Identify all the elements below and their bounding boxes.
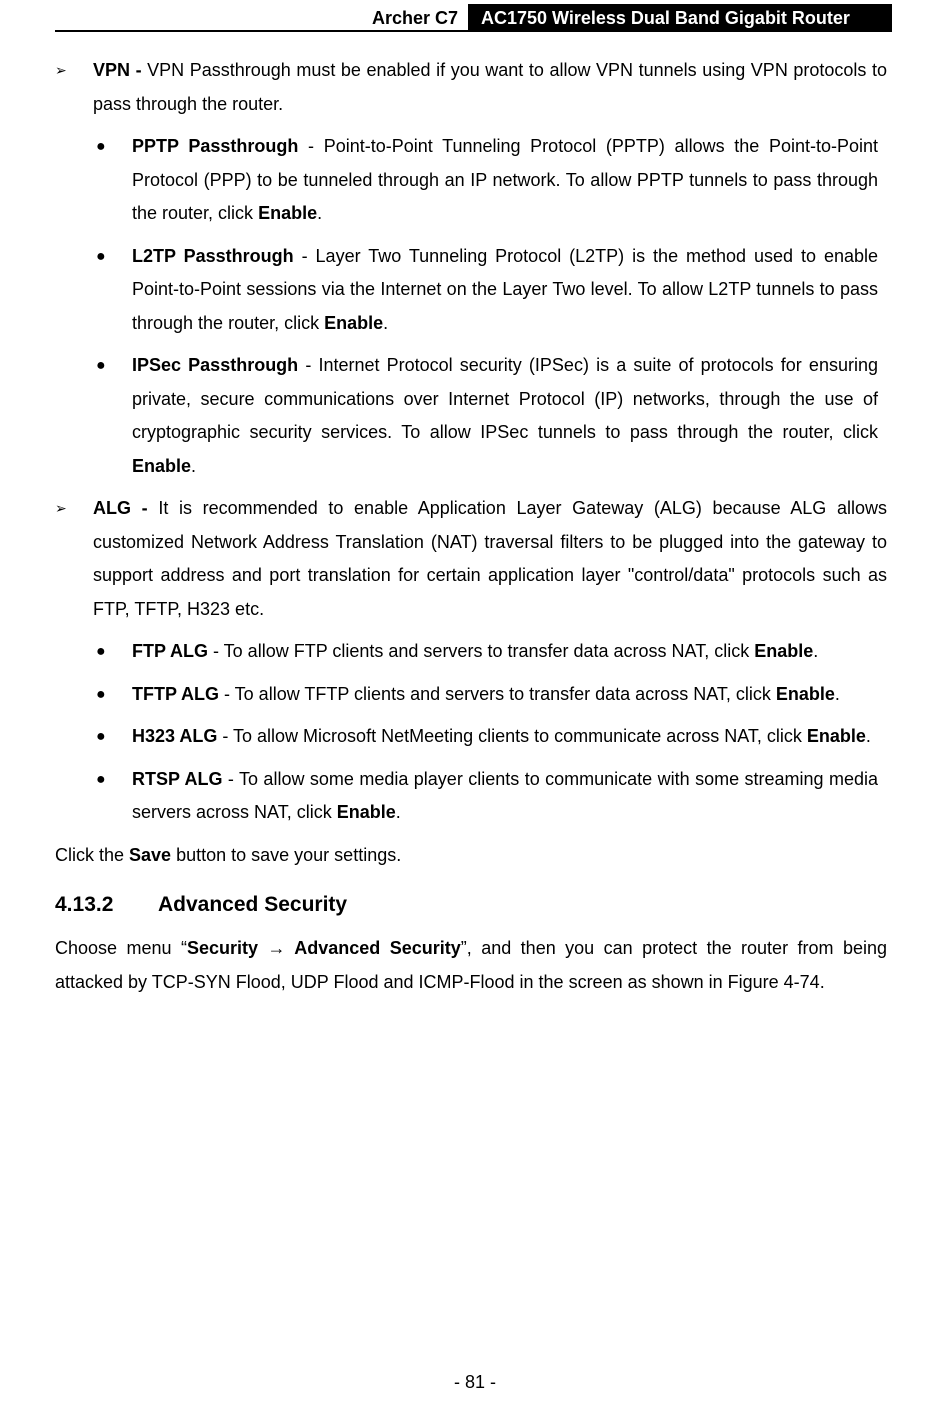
ipsec-text: - Internet Protocol security (IPSec) is a suite of protocols for ensuring private, secure communications over Internet Protocol (IP) networks, through the use of cryptographic security services. To allow IPSec tunnels to pass through the router, click [132,355,878,442]
ipsec-title: IPSec Passthrough [132,355,299,375]
save-note [55,839,887,873]
section-heading [55,890,887,920]
save-note-bold: Save [129,844,172,865]
h323-alg-action: Enable [806,726,866,746]
header-model: Archer C7 [371,8,458,28]
rtsp-alg-text: - To allow some media player clients to communicate with some streaming media servers across NAT, click [132,768,879,822]
ftp-alg-item [55,635,887,669]
ipsec-end: . [191,455,197,476]
arrow-bullet-icon: ➢ [55,62,67,78]
intro-post: ”, and then you can protect the router from being attacked by TCP-SYN Flood, UDP Flood and ICMP-Flood in the screen as shown in Figure 4-74. [55,938,887,992]
bullet-dot-icon: ● [96,685,106,703]
bullet-dot-icon: ● [96,643,106,660]
pptp-title: PPTP Passthrough [132,136,299,156]
l2tp-action: Enable [324,312,384,333]
rtsp-alg-title: RTSP ALG [132,768,223,789]
h323-alg-end: . [865,726,871,746]
ipsec-item [55,349,887,483]
pptp-action: Enable [258,203,318,223]
bullet-dot-icon: ● [96,247,106,265]
tftp-alg-title: TFTP ALG [132,683,219,704]
alg-item [55,492,887,626]
vpn-title: VPN - [93,60,142,80]
rtsp-alg-item [55,763,887,830]
ftp-alg-text: - To allow FTP clients and servers to transfer data across NAT, click [208,641,755,661]
pptp-end: . [317,203,323,223]
arrow-bullet-icon: ➢ [55,500,67,516]
intro-paragraph [55,932,887,999]
ipsec-action: Enable [132,455,192,476]
h323-alg-title: H323 ALG [132,726,218,746]
intro-arrow: → [258,938,295,958]
pptp-text: - Point-to-Point Tunneling Protocol (PPTP) allows the Point-to-Point Protocol (PPP) to be tunneled through an IP network. To allow PPTP tunnels to pass through the router, click [132,136,878,223]
bullet-dot-icon: ● [96,728,106,745]
pptp-item [55,130,887,231]
intro-menu-security: Security [186,938,259,958]
tftp-alg-action: Enable [775,683,835,704]
page-number: - 81 - [453,1372,496,1392]
h323-alg-text: - To allow Microsoft NetMeeting clients to communicate across NAT, click [217,726,807,746]
bullet-dot-icon: ● [96,138,106,155]
section-number: 4.13.2 [55,893,114,916]
l2tp-title: L2TP Passthrough [132,245,294,266]
intro-menu-advanced-security: Advanced Security [294,938,461,958]
rtsp-alg-action: Enable [336,802,396,822]
bullet-dot-icon: ● [96,357,106,374]
page-header [55,4,892,32]
section-title: Advanced Security [158,893,348,916]
vpn-item [55,54,887,121]
tftp-alg-text: - To allow TFTP clients and servers to transfer data across NAT, click [219,683,776,704]
ftp-alg-end: . [813,641,819,661]
tftp-alg-item [55,678,887,712]
document-body [55,54,887,1008]
alg-title: ALG - [93,498,148,518]
bullet-dot-icon: ● [96,770,106,788]
header-product: AC1750 Wireless Dual Band Gigabit Router [468,4,892,32]
h323-alg-item [55,720,887,754]
tftp-alg-end: . [834,683,840,704]
l2tp-text: - Layer Two Tunneling Protocol (L2TP) is the method used to enable Point-to-Point sessions via the Internet on the Layer Two level. To allow L2TP tunnels to pass through the router, click [132,245,879,333]
rtsp-alg-end: . [395,802,401,822]
save-note-pre: Click the [55,844,130,865]
intro-pre: Choose menu “ [55,938,187,958]
ftp-alg-action: Enable [754,641,814,661]
vpn-text: VPN Passthrough must be enabled if you want to allow VPN tunnels using VPN protocols to pass through the router. [93,60,887,114]
ftp-alg-title: FTP ALG [132,641,208,661]
alg-text: It is recommended to enable Application Layer Gateway (ALG) because ALG allows customized Network Address Translation (NAT) traversal filters to be plugged into the gateway to support address and port translation for certain application layer "control/data" protocols such as FTP, TFTP, H323 etc. [93,498,887,619]
save-note-post: button to save your settings. [171,844,402,865]
l2tp-item [55,240,887,341]
l2tp-end: . [383,312,389,333]
